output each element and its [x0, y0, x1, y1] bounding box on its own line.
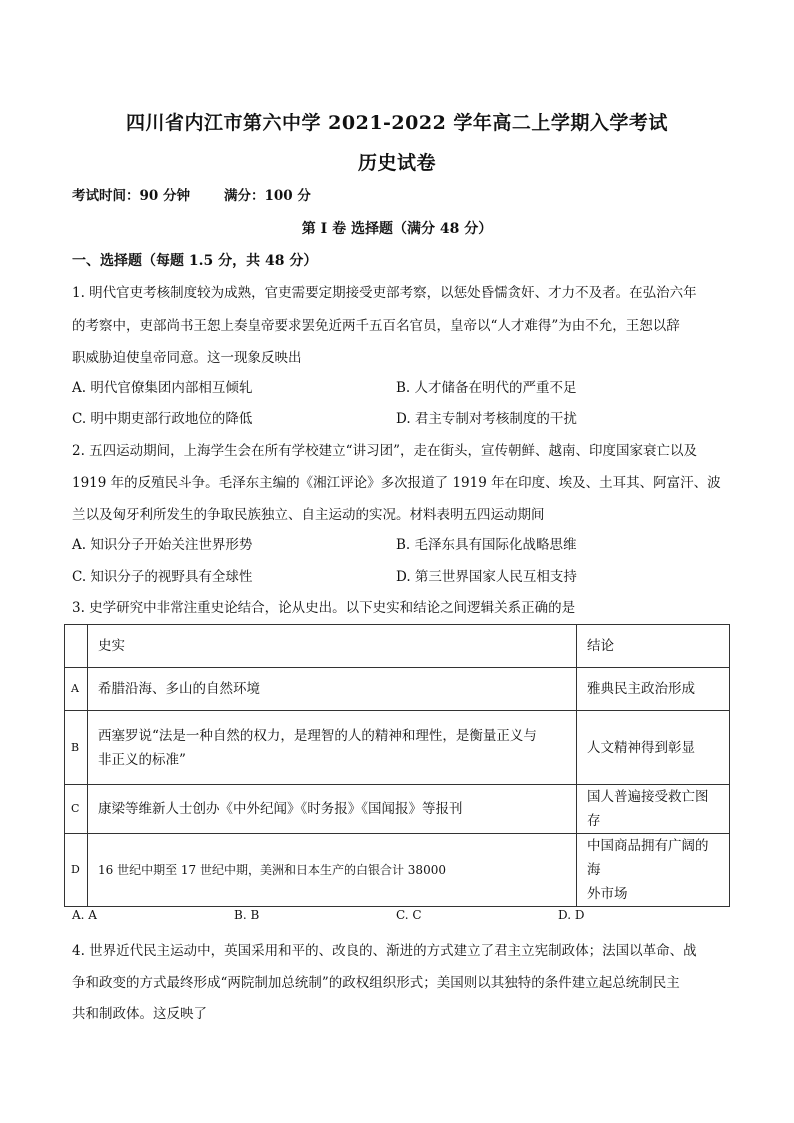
exam-title: 四川省内江市第六中学 2021-2022 学年高二上学期入学考试: [126, 112, 668, 134]
q2-option-a: A. 知识分子开始关注世界形势: [72, 537, 253, 553]
exam-time: 考试时间：90 分钟: [72, 188, 190, 204]
q2-option-b: B. 毛泽东具有国际化战略思维: [396, 537, 577, 553]
q1-stem-line-1: 1. 明代官吏考核制度较为成熟，官吏需要定期接受吏部考察，以惩处昏懦贪奸、才力不及者。在弘治六年: [72, 285, 697, 301]
q1-option-a: A. 明代官僚集团内部相互倾轧: [72, 380, 253, 396]
q1-option-b: B. 人才储备在明代的严重不足: [396, 380, 577, 396]
row-fact-line: 康梁等维新人士创办《中外纪闻》《时务报》《国闻报》等报刊: [98, 801, 463, 817]
q3-option-b: B. B: [234, 908, 260, 922]
row-conclusion-line: 人文精神得到彰显: [587, 739, 695, 756]
q3-fact-table: [64, 624, 730, 907]
part-title: 第 I 卷 选择题（满分 48 分）: [301, 221, 493, 237]
table-row: [65, 785, 730, 834]
row-fact-line: 16 世纪中期至 17 世纪中期，美洲和日本生产的白银合计 38000: [98, 863, 446, 877]
q1-stem-line-3: 职威胁迫使皇帝同意。这一现象反映出: [72, 350, 302, 366]
row-label: D: [65, 834, 88, 907]
q2-stem-line-1: 2. 五四运动期间，上海学生会在所有学校建立“讲习团”，走在街头，宣传朝鲜、越南、印度国家衰亡以及: [72, 443, 697, 459]
row-fact-line: 希腊沿海、多山的自然环境: [98, 681, 260, 697]
row-conclusion-line: 外市场: [587, 886, 628, 902]
row-fact: [88, 668, 577, 711]
table-header-conclusion: 结论: [577, 625, 730, 668]
exam-subject-title: 历史试卷: [357, 152, 436, 174]
row-fact: [88, 785, 577, 834]
q1-option-d: D. 君主专制对考核制度的干扰: [396, 411, 577, 427]
q4-stem-line-1: 4. 世界近代民主运动中，英国采用和平的、改良的、渐进的方式建立了君主立宪制政体；法国以革命、战: [72, 943, 697, 959]
row-label: A: [65, 668, 88, 711]
exam-info: [72, 186, 311, 206]
q3-option-c: C. C: [396, 908, 422, 922]
q4-stem-line-3: 共和制政体。这反映了: [72, 1006, 207, 1022]
q3-stem: 3. 史学研究中非常注重史论结合，论从史出。以下史实和结论之间逻辑关系正确的是: [72, 600, 576, 616]
row-conclusion: [577, 785, 730, 834]
q1-stem-line-2: 的考察中，吏部尚书王恕上奏皇帝要求罢免近两千五百名官员，皇帝以“人才难得”为由不允，王恕以辞: [72, 318, 680, 334]
row-label: B: [65, 711, 88, 785]
row-conclusion-line: 中国商品拥有广阔的海: [587, 838, 709, 878]
q3-option-d: D. D: [558, 908, 585, 922]
full-score: 满分：100 分: [224, 188, 311, 204]
row-fact: [88, 711, 577, 785]
row-label: C: [65, 785, 88, 834]
row-conclusion-line: 国人普遍接受救亡图存: [587, 789, 709, 829]
row-fact-line: 非正义的标准”: [98, 751, 186, 768]
row-fact-line: 西塞罗说“法是一种自然的权力，是理智的人的精神和理性，是衡量正义与: [98, 727, 537, 744]
row-conclusion: [577, 711, 730, 785]
table-row: [65, 711, 730, 785]
row-fact: [88, 834, 577, 907]
table-row: [65, 668, 730, 711]
q2-stem-line-3: 兰以及匈牙利所发生的争取民族独立、自主运动的实况。材料表明五四运动期间: [72, 507, 545, 523]
q1-option-c: C. 明中期吏部行政地位的降低: [72, 411, 253, 427]
row-conclusion: [577, 668, 730, 711]
row-conclusion: [577, 834, 730, 907]
q2-stem-line-2: 1919 年的反殖民斗争。毛泽东主编的《湘江评论》多次报道了 1919 年在印度、埃及、土耳其、阿富汗、波: [72, 475, 721, 491]
q4-stem-line-2: 争和政变的方式最终形成“两院制加总统制”的政权组织形式；美国则以其独特的条件建立起总统制民主: [72, 975, 680, 991]
table-header-fact: 史实: [88, 625, 577, 668]
q2-option-d: D. 第三世界国家人民互相支持: [396, 569, 577, 585]
table-header-label: [65, 625, 88, 668]
table-row: [65, 834, 730, 907]
row-conclusion-line: 雅典民主政治形成: [587, 681, 695, 697]
section-title: 一、选择题（每题 1.5 分，共 48 分）: [72, 253, 318, 269]
table-header-row: [65, 625, 730, 668]
q3-option-a: A. A: [72, 908, 97, 922]
q2-option-c: C. 知识分子的视野具有全球性: [72, 569, 253, 585]
